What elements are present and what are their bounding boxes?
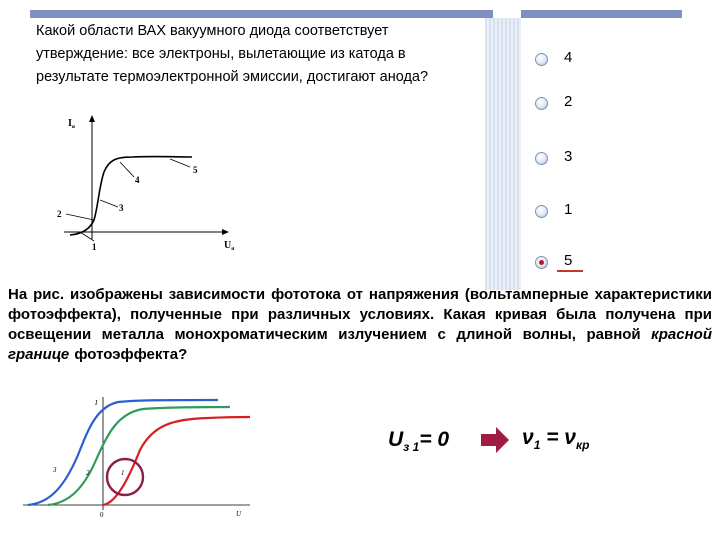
radio-button[interactable] — [535, 97, 548, 110]
curve-label-2: 2 — [86, 469, 90, 477]
region-label-4: 4 — [135, 175, 140, 185]
curve-2 — [48, 407, 230, 505]
task2-text-start: На рис. изображены зависимости фототока от напряжения (вольтамперные характеристики фотоэффекта), полученные при различных условиях. Какая кривая была получена при освещении металла монохроматическим излучением с длиной волны, равной — [8, 286, 712, 343]
diode-y-axis-arrow — [89, 115, 95, 122]
answer-option-2[interactable] — [535, 94, 595, 114]
answer-label: 5 — [564, 252, 573, 269]
task2-text-end: фотоэффекта? — [69, 346, 188, 363]
diode-x-axis-label: $U_a$ — [224, 240, 235, 252]
answer-label: 4 — [564, 49, 573, 66]
photo-y-axis-label: I — [95, 399, 98, 407]
photoeffect-iv-graph — [18, 395, 258, 525]
radio-button[interactable] — [535, 205, 548, 218]
curve-label-1: 1 — [121, 469, 125, 477]
diode-curve — [70, 157, 192, 235]
answer-label: 1 — [564, 201, 573, 218]
answer-option-4[interactable] — [535, 50, 595, 70]
radio-button[interactable] — [535, 53, 548, 66]
curve-1 — [103, 417, 250, 505]
highlight-circle — [107, 459, 143, 495]
diode-x-axis-arrow — [222, 229, 229, 235]
task2-text — [8, 285, 712, 365]
formula-v-letter: ν — [522, 426, 534, 449]
diode-iv-graph — [52, 112, 252, 257]
formula-u-rhs: = 0 — [419, 428, 450, 451]
formula-u-letter: U — [388, 428, 404, 451]
leader-4 — [120, 162, 134, 177]
answer-option-1[interactable] — [535, 202, 595, 222]
answer-label: 2 — [564, 93, 573, 110]
photo-origin-label: 0 — [100, 511, 104, 519]
radio-button-selected[interactable] — [535, 256, 548, 269]
formula-v-eq: = ν — [540, 426, 576, 449]
region-label-5: 5 — [193, 165, 198, 175]
formula-v-sub: 1 — [533, 438, 541, 453]
photo-x-axis-label: U — [236, 510, 242, 518]
top-bar — [30, 10, 682, 18]
region-label-2: 2 — [57, 209, 62, 219]
diode-y-axis-label: $I_a$ — [68, 118, 75, 130]
curve-3 — [28, 400, 218, 505]
task2-text-italic: красной границе — [8, 326, 712, 363]
selected-answer-underline — [557, 270, 583, 272]
answer-label: 3 — [564, 148, 573, 165]
curve-label-3: 3 — [53, 466, 57, 474]
formula-v-sub2: кр — [576, 438, 590, 453]
formula-v — [522, 426, 589, 452]
radio-button[interactable] — [535, 152, 548, 165]
answer-option-3[interactable] — [535, 149, 595, 169]
implies-arrow-icon — [480, 426, 510, 454]
leader-2 — [66, 214, 94, 220]
region-label-3: 3 — [119, 203, 124, 213]
answer-column-divider — [485, 18, 521, 290]
question-text: Какой области ВАХ вакуумного диода соответствует утверждение: все электроны, вылетающие из катода в результате термоэлектронной эмиссии, достигают анода? — [36, 23, 429, 85]
leader-3 — [100, 200, 118, 207]
formula-u-sub: з 1 — [403, 440, 420, 455]
formula-u — [388, 428, 449, 454]
region-label-1: 1 — [92, 242, 97, 252]
leader-5 — [170, 159, 190, 167]
top-bar-gap — [493, 10, 521, 18]
